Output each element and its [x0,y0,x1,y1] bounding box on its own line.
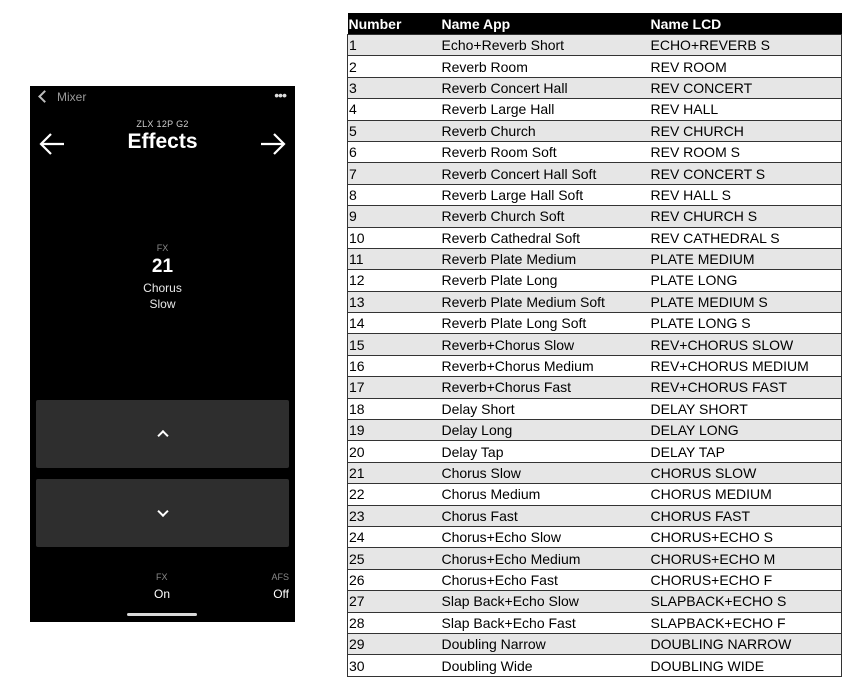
cell-name-lcd: CHORUS FAST [650,505,842,526]
cell-name-app: Doubling Wide [441,655,650,676]
fx-name-line2: Slow [149,297,176,311]
table-row [348,141,842,162]
cell-name-app: Reverb Church Soft [441,206,650,227]
table-row [348,398,842,419]
top-bar [30,86,295,110]
chevron-down-icon [157,506,168,517]
fx-increment-button[interactable] [36,400,289,468]
cell-number: 29 [348,633,441,654]
cell-name-app: Reverb+Chorus Slow [441,334,650,355]
cell-name-lcd: REV CONCERT [650,77,842,98]
table-row [348,569,842,590]
table-row [348,655,842,676]
cell-number: 10 [348,227,441,248]
cell-name-lcd: REV+CHORUS SLOW [650,334,842,355]
cell-name-app: Slap Back+Echo Fast [441,612,650,633]
table-row [348,526,842,547]
cell-number: 8 [348,184,441,205]
table-row [348,484,842,505]
cell-name-app: Reverb Plate Long Soft [441,313,650,334]
cell-name-app: Chorus Slow [441,462,650,483]
cell-number: 28 [348,612,441,633]
cell-number: 2 [348,56,441,77]
table-row [348,99,842,120]
arrow-left-icon[interactable] [38,131,66,157]
cell-number: 24 [348,526,441,547]
table-row [348,120,842,141]
table-row [348,420,842,441]
cell-name-lcd: CHORUS+ECHO S [650,526,842,547]
device-name: ZLX 12P G2 [136,119,189,129]
cell-name-lcd: REV HALL S [650,184,842,205]
cell-name-lcd: DELAY LONG [650,420,842,441]
cell-name-lcd: REV CHURCH [650,120,842,141]
afs-toggle-button[interactable]: Off [273,587,289,601]
chevron-left-icon[interactable] [38,90,51,103]
cell-number: 27 [348,591,441,612]
chevron-up-icon [157,430,168,441]
cell-name-lcd: PLATE LONG [650,270,842,291]
cell-name-app: Reverb Plate Medium Soft [441,291,650,312]
cell-name-app: Reverb Church [441,120,650,141]
cell-name-app: Reverb Concert Hall Soft [441,163,650,184]
cell-name-app: Reverb+Chorus Fast [441,377,650,398]
cell-name-app: Chorus+Echo Slow [441,526,650,547]
cell-name-app: Chorus Fast [441,505,650,526]
cell-name-lcd: PLATE LONG S [650,313,842,334]
phone-effects-screen [30,86,295,622]
cell-number: 19 [348,420,441,441]
cell-name-lcd: DOUBLING WIDE [650,655,842,676]
table-row [348,334,842,355]
cell-name-app: Slap Back+Echo Slow [441,591,650,612]
cell-number: 14 [348,313,441,334]
table-row [348,313,842,334]
cell-name-lcd: SLAPBACK+ECHO S [650,591,842,612]
cell-name-lcd: PLATE MEDIUM S [650,291,842,312]
cell-number: 6 [348,141,441,162]
cell-number: 13 [348,291,441,312]
cell-name-lcd: ECHO+REVERB S [650,35,842,56]
cell-number: 9 [348,206,441,227]
table-row [348,77,842,98]
cell-number: 25 [348,548,441,569]
cell-number: 22 [348,484,441,505]
cell-name-lcd: DELAY SHORT [650,398,842,419]
effects-table-container [347,13,841,677]
table-row [348,612,842,633]
cell-name-lcd: PLATE MEDIUM [650,248,842,269]
cell-number: 18 [348,398,441,419]
cell-name-lcd: REV ROOM [650,56,842,77]
cell-name-lcd: REV+CHORUS FAST [650,377,842,398]
cell-number: 1 [348,35,441,56]
cell-name-lcd: CHORUS SLOW [650,462,842,483]
cell-number: 30 [348,655,441,676]
cell-number: 7 [348,163,441,184]
cell-name-lcd: REV CATHEDRAL S [650,227,842,248]
cell-number: 12 [348,270,441,291]
table-row [348,35,842,56]
table-row [348,248,842,269]
arrow-right-icon[interactable] [259,131,287,157]
afs-toggle-label: AFS [271,572,289,582]
header-name-lcd: Name LCD [650,13,842,35]
cell-name-app: Reverb Plate Long [441,270,650,291]
table-row [348,591,842,612]
cell-name-app: Chorus Medium [441,484,650,505]
cell-name-lcd: CHORUS MEDIUM [650,484,842,505]
table-body [348,35,842,677]
table-row [348,291,842,312]
cell-name-lcd: REV CHURCH S [650,206,842,227]
cell-name-lcd: DELAY TAP [650,441,842,462]
page-title: Effects [127,130,198,153]
effects-table [347,13,842,677]
table-row [348,163,842,184]
cell-name-app: Delay Tap [441,441,650,462]
fx-decrement-button[interactable] [36,479,289,547]
cell-name-app: Reverb Large Hall [441,99,650,120]
cell-name-app: Delay Short [441,398,650,419]
table-row [348,56,842,77]
cell-number: 4 [348,99,441,120]
cell-name-app: Doubling Narrow [441,633,650,654]
cell-number: 5 [348,120,441,141]
cell-number: 21 [348,462,441,483]
cell-name-app: Reverb Large Hall Soft [441,184,650,205]
cell-name-app: Reverb Concert Hall [441,77,650,98]
cell-name-lcd: DOUBLING NARROW [650,633,842,654]
cell-number: 26 [348,569,441,590]
cell-number: 16 [348,355,441,376]
table-header-row [348,13,842,35]
cell-name-lcd: SLAPBACK+ECHO F [650,612,842,633]
cell-name-app: Delay Long [441,420,650,441]
cell-name-lcd: CHORUS+ECHO M [650,548,842,569]
cell-name-app: Chorus+Echo Medium [441,548,650,569]
cell-name-app: Reverb Room Soft [441,141,650,162]
table-row [348,462,842,483]
cell-name-lcd: REV CONCERT S [650,163,842,184]
cell-number: 3 [348,77,441,98]
cell-name-lcd: REV HALL [650,99,842,120]
cell-number: 20 [348,441,441,462]
table-row [348,355,842,376]
cell-name-app: Echo+Reverb Short [441,35,650,56]
header-name-app: Name App [441,13,650,35]
cell-name-app: Reverb Cathedral Soft [441,227,650,248]
cell-name-app: Chorus+Echo Fast [441,569,650,590]
home-indicator [127,613,197,616]
table-row [348,227,842,248]
more-options-icon[interactable]: ••• [274,87,286,103]
cell-name-app: Reverb+Chorus Medium [441,355,650,376]
cell-number: 17 [348,377,441,398]
cell-number: 11 [348,248,441,269]
fx-number: 21 [151,256,174,277]
table-row [348,633,842,654]
cell-name-app: Reverb Room [441,56,650,77]
fx-label: FX [156,243,169,253]
header-number: Number [348,13,441,35]
cell-number: 23 [348,505,441,526]
fx-toggle-label: FX [156,572,168,582]
back-button-label[interactable]: Mixer [57,90,87,104]
table-row [348,441,842,462]
table-row [348,548,842,569]
table-row [348,206,842,227]
table-row [348,184,842,205]
cell-name-lcd: REV+CHORUS MEDIUM [650,355,842,376]
cell-name-lcd: REV ROOM S [650,141,842,162]
cell-name-lcd: CHORUS+ECHO F [650,569,842,590]
fx-toggle-button[interactable]: On [154,587,171,601]
cell-name-app: Reverb Plate Medium [441,248,650,269]
table-row [348,377,842,398]
table-row [348,270,842,291]
fx-name-line1: Chorus [143,281,182,295]
cell-number: 15 [348,334,441,355]
table-row [348,505,842,526]
